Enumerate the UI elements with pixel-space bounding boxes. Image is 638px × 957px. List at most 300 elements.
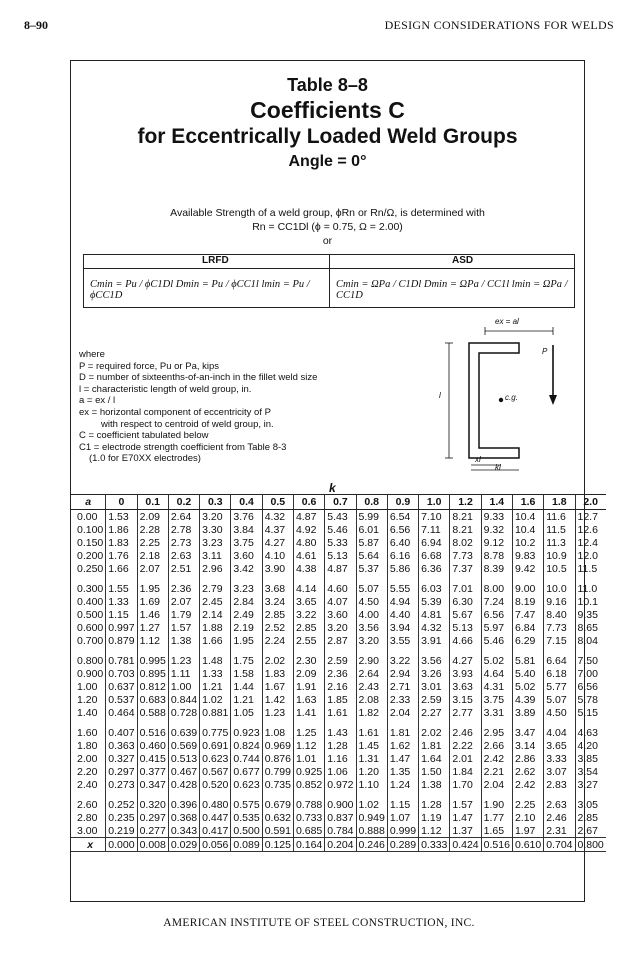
coefficient-cell: 0.623 <box>231 778 262 791</box>
coefficient-cell: 5.13 <box>325 549 356 562</box>
coefficient-cell: 0.273 <box>106 778 137 791</box>
coefficient-cell: 7.24 <box>481 595 512 608</box>
coefficient-cell: 2.59 <box>325 647 356 667</box>
coefficient-cell: 1.95 <box>231 634 262 647</box>
coefficient-cell: 1.66 <box>106 562 137 575</box>
coefficient-cell: 2.59 <box>419 693 450 706</box>
coefficient-cell: 1.21 <box>231 693 262 706</box>
coefficient-cell: 0.569 <box>168 739 199 752</box>
coefficient-cell: 0.347 <box>137 778 168 791</box>
coefficient-cell: 7.73 <box>544 621 575 634</box>
coefficient-cell: 1.12 <box>293 739 324 752</box>
coefficient-cell: 0.900 <box>325 791 356 811</box>
coefficient-cell: 1.06 <box>325 765 356 778</box>
coefficient-cell: 1.01 <box>293 752 324 765</box>
coefficient-cell: 0.876 <box>262 752 293 765</box>
coefficient-cell: 10.2 <box>512 536 543 549</box>
coefficient-cell: 2.84 <box>231 595 262 608</box>
coefficient-cell: 0.949 <box>356 811 387 824</box>
coefficient-cell: 0.623 <box>200 752 231 765</box>
coefficient-cell: 0.691 <box>200 739 231 752</box>
coefficient-cell: 3.20 <box>200 510 231 524</box>
coefficient-cell: 0.637 <box>106 680 137 693</box>
coefficient-cell: 3.93 <box>450 667 481 680</box>
coefficient-cell: 1.69 <box>137 595 168 608</box>
coefficient-cell: 0.320 <box>137 791 168 811</box>
table-row <box>71 752 606 765</box>
coefficient-cell: 1.05 <box>231 706 262 719</box>
coefficient-cell: 6.56 <box>387 523 418 536</box>
weld-diagram-svg <box>409 323 579 473</box>
a-value-cell: 2.60 <box>77 798 98 811</box>
coefficient-cell: 4.61 <box>293 549 324 562</box>
x-value-cell: 0.000 <box>106 838 137 852</box>
x-value-cell: 0.008 <box>137 838 168 852</box>
coefficient-cell: 10.0 <box>544 575 575 595</box>
coefficient-cell: 0.407 <box>106 719 137 739</box>
k-column-header: 2.0 <box>575 495 606 510</box>
asd-formula: Cmin = ΩPa / C1Dl Dmin = ΩPa / CC1l lmin = ΩPa / CC1D <box>336 279 568 301</box>
coefficient-cell: 1.66 <box>200 634 231 647</box>
coefficient-cell: 0.368 <box>168 811 199 824</box>
coefficient-cell: 1.31 <box>356 752 387 765</box>
coefficient-cell: 0.888 <box>356 824 387 838</box>
coefficient-cell: 2.16 <box>325 680 356 693</box>
coefficient-cell: 1.97 <box>512 824 543 838</box>
coefficient-cell: 6.03 <box>419 575 450 595</box>
k-column-header: 1.2 <box>450 495 481 510</box>
coefficient-cell: 5.39 <box>419 595 450 608</box>
coefficient-cell: 1.86 <box>106 523 137 536</box>
table-row <box>71 811 606 824</box>
table-row <box>71 706 606 719</box>
coefficient-cell: 2.51 <box>168 562 199 575</box>
coefficient-cell: 9.83 <box>512 549 543 562</box>
coefficient-cell: 5.55 <box>387 575 418 595</box>
running-header <box>24 18 614 34</box>
table-row <box>71 621 606 634</box>
coefficient-cell: 1.08 <box>262 719 293 739</box>
coefficient-cell: 0.428 <box>168 778 199 791</box>
coefficient-cell: 2.42 <box>512 778 543 791</box>
coefficient-cell: 1.61 <box>325 706 356 719</box>
coefficient-cell: 2.79 <box>200 575 231 595</box>
coefficient-cell: 1.33 <box>200 667 231 680</box>
load-arrow-head <box>549 395 557 405</box>
coefficient-cell: 0.995 <box>137 647 168 667</box>
coefficient-cell: 1.70 <box>450 778 481 791</box>
a-value-cell: 1.80 <box>77 739 98 752</box>
a-value-cell: 0.400 <box>77 595 104 608</box>
coefficient-cell: 2.55 <box>293 634 324 647</box>
centroid-dot <box>499 398 503 402</box>
coefficient-cell: 2.36 <box>325 667 356 680</box>
coefficient-cell: 5.97 <box>481 621 512 634</box>
table-row <box>71 634 606 647</box>
coefficient-cell: 4.50 <box>356 595 387 608</box>
coefficient-cell: 1.23 <box>262 706 293 719</box>
coefficient-cell: 5.43 <box>325 510 356 524</box>
coefficient-cell: 7.37 <box>450 562 481 575</box>
coefficient-cell: 0.925 <box>293 765 324 778</box>
x-value-cell: 0.029 <box>168 838 199 852</box>
a-value-cell: 0.500 <box>77 608 104 621</box>
coefficient-cell: 2.67 <box>575 824 606 838</box>
coefficient-cell: 3.65 <box>293 595 324 608</box>
coefficient-cell: 1.83 <box>262 667 293 680</box>
coefficient-cell: 1.33 <box>106 595 137 608</box>
coefficient-cell: 3.91 <box>419 634 450 647</box>
coefficient-cell: 2.66 <box>481 739 512 752</box>
coefficient-cell: 0.923 <box>231 719 262 739</box>
definition-line: a = ex / l <box>79 395 116 407</box>
coefficient-cell: 0.735 <box>262 778 293 791</box>
coefficient-cell: 2.08 <box>356 693 387 706</box>
coefficient-cell: 1.12 <box>419 824 450 838</box>
coefficient-cell: 8.40 <box>544 608 575 621</box>
coefficient-cell: 2.24 <box>262 634 293 647</box>
coefficient-cell: 0.520 <box>200 778 231 791</box>
coefficient-cell: 6.30 <box>450 595 481 608</box>
k-column-header: 1.6 <box>512 495 543 510</box>
coefficient-cell: 4.64 <box>481 667 512 680</box>
coefficient-cell: 2.73 <box>168 536 199 549</box>
x-value-cell: 0.333 <box>419 838 450 852</box>
table-row <box>71 523 606 536</box>
x-value-cell: 0.125 <box>262 838 293 852</box>
k-column-header: 0.7 <box>325 495 356 510</box>
x-value-cell: 0.289 <box>387 838 418 852</box>
coefficient-cell: 1.45 <box>356 739 387 752</box>
a-value-cell: 0.250 <box>77 562 104 575</box>
intro-line-3: or <box>322 235 333 247</box>
coefficient-cell: 0.679 <box>262 791 293 811</box>
coefficient-cell: 3.20 <box>325 621 356 634</box>
coefficient-cell: 1.81 <box>419 739 450 752</box>
table-body <box>71 510 606 852</box>
x-value-cell: 0.246 <box>356 838 387 852</box>
coefficient-cell: 5.07 <box>356 575 387 595</box>
intro-text <box>71 206 584 248</box>
table-row <box>71 549 606 562</box>
coefficient-cell: 1.90 <box>481 791 512 811</box>
coefficient-cell: 1.85 <box>325 693 356 706</box>
coefficient-cell: 2.14 <box>200 608 231 621</box>
coefficient-cell: 0.575 <box>231 791 262 811</box>
coefficient-cell: 2.64 <box>356 667 387 680</box>
coefficient-cell: 0.588 <box>137 706 168 719</box>
coefficient-cell: 1.88 <box>200 621 231 634</box>
coefficient-cell: 0.999 <box>387 824 418 838</box>
coefficient-cell: 1.67 <box>262 680 293 693</box>
coefficient-cell: 0.537 <box>106 693 137 706</box>
coefficient-cell: 3.31 <box>481 706 512 719</box>
coefficient-cell: 1.95 <box>137 575 168 595</box>
table-row <box>71 739 606 752</box>
coefficient-cell: 6.56 <box>481 608 512 621</box>
coefficient-cell: 1.28 <box>325 739 356 752</box>
a-value-cell: 0.900 <box>77 667 104 680</box>
coefficient-cell: 3.23 <box>200 536 231 549</box>
coefficient-cell: 1.47 <box>387 752 418 765</box>
coefficient-cell: 7.10 <box>419 510 450 524</box>
coefficient-cell: 4.07 <box>325 595 356 608</box>
coefficient-cell: 6.94 <box>419 536 450 549</box>
coefficient-cell: 12.7 <box>575 510 606 524</box>
coefficient-cell: 8.78 <box>481 549 512 562</box>
coefficient-cell: 1.42 <box>262 693 293 706</box>
coefficient-cell: 0.297 <box>137 811 168 824</box>
coefficient-cell: 3.22 <box>387 647 418 667</box>
coefficient-cell: 1.44 <box>231 680 262 693</box>
coefficient-cell: 11.5 <box>575 562 606 575</box>
coefficient-cell: 1.77 <box>481 811 512 824</box>
coefficient-cell: 12.6 <box>575 523 606 536</box>
coefficient-cell: 0.513 <box>168 752 199 765</box>
coefficient-cell: 3.23 <box>231 575 262 595</box>
coefficient-cell: 6.01 <box>356 523 387 536</box>
k-column-header: 0.9 <box>387 495 418 510</box>
coefficient-cell: 4.60 <box>325 575 356 595</box>
design-method-box <box>83 254 575 308</box>
coefficient-cell: 4.40 <box>387 608 418 621</box>
coefficient-cell: 0.788 <box>293 791 324 811</box>
a-value-cell: 2.40 <box>77 778 98 791</box>
a-value-cell: 0.100 <box>77 523 104 536</box>
lrfd-formula: Cmin = Pu / ϕC1Dl Dmin = Pu / ϕCC1l lmin = Pu / ϕCC1D <box>90 279 310 301</box>
x-value-cell: 0.424 <box>450 838 481 852</box>
coefficient-cell: 4.32 <box>419 621 450 634</box>
coefficient-cell: 7.73 <box>450 549 481 562</box>
coefficient-cell: 1.24 <box>387 778 418 791</box>
coefficient-cell: 2.63 <box>544 791 575 811</box>
k-column-header: 0.4 <box>231 495 262 510</box>
coefficient-cell: 2.07 <box>168 595 199 608</box>
coefficient-cell: 0.363 <box>106 739 137 752</box>
a-value-cell: 2.00 <box>77 752 98 765</box>
coefficient-cell: 3.90 <box>262 562 293 575</box>
coefficient-cell: 7.15 <box>544 634 575 647</box>
coefficient-cell: 2.21 <box>481 765 512 778</box>
coefficient-cell: 1.19 <box>419 811 450 824</box>
coefficient-cell: 1.63 <box>293 693 324 706</box>
coefficient-cell: 9.42 <box>512 562 543 575</box>
intro-line-1: Available Strength of a weld group, ϕRn or Rn/Ω, is determined with <box>170 207 485 219</box>
coefficient-cell: 1.00 <box>168 680 199 693</box>
coefficient-cell: 0.744 <box>231 752 262 765</box>
coefficient-cell: 3.56 <box>419 647 450 667</box>
coefficient-cell: 1.76 <box>106 549 137 562</box>
coefficient-cell: 0.464 <box>106 706 137 719</box>
coefficient-cell: 1.37 <box>450 824 481 838</box>
coefficient-cell: 2.07 <box>137 562 168 575</box>
coefficient-cell: 8.19 <box>512 595 543 608</box>
coefficient-cell: 2.87 <box>325 634 356 647</box>
coefficient-cell: 2.46 <box>450 719 481 739</box>
definition-line: ex = horizontal component of eccentricity of P <box>79 406 271 418</box>
coefficient-cell: 0.417 <box>200 824 231 838</box>
coefficient-cell: 5.86 <box>387 562 418 575</box>
coefficient-cell: 3.75 <box>481 693 512 706</box>
coefficient-cell: 0.837 <box>325 811 356 824</box>
coefficient-cell: 8.21 <box>450 523 481 536</box>
coefficient-cell: 1.38 <box>419 778 450 791</box>
table-row <box>71 595 606 608</box>
coefficient-cell: 5.15 <box>575 706 606 719</box>
coefficient-cell: 5.13 <box>450 621 481 634</box>
coefficient-cell: 4.87 <box>293 510 324 524</box>
coefficient-cell: 8.39 <box>481 562 512 575</box>
coefficient-cell: 0.781 <box>106 647 137 667</box>
coefficient-cell: 2.25 <box>512 791 543 811</box>
a-value-cell: 0.700 <box>77 634 104 647</box>
coefficient-cell: 0.895 <box>137 667 168 680</box>
a-column-header: a <box>71 495 106 510</box>
coefficient-cell: 1.43 <box>325 719 356 739</box>
coefficient-cell: 3.26 <box>419 667 450 680</box>
coefficient-cell: 0.327 <box>106 752 137 765</box>
coefficient-cell: 1.48 <box>200 647 231 667</box>
table-row <box>71 608 606 621</box>
definition-line: where <box>79 349 105 360</box>
coefficient-cell: 3.22 <box>293 608 324 621</box>
coefficient-cell: 0.500 <box>231 824 262 838</box>
table-row <box>71 791 606 811</box>
coefficient-cell: 2.25 <box>137 536 168 549</box>
coefficient-cell: 1.61 <box>356 719 387 739</box>
coefficient-cell: 1.10 <box>356 778 387 791</box>
method-divider-v <box>329 255 330 307</box>
coefficient-cell: 0.784 <box>325 824 356 838</box>
coefficient-cell: 3.47 <box>512 719 543 739</box>
coefficient-cell: 4.20 <box>575 739 606 752</box>
table-row <box>71 719 606 739</box>
k-column-header: 1.8 <box>544 495 575 510</box>
table-row <box>71 824 606 838</box>
coefficient-cell: 5.46 <box>481 634 512 647</box>
a-value-cell: 0.800 <box>77 654 104 667</box>
coefficient-table <box>71 494 606 852</box>
coefficient-cell: 2.02 <box>419 719 450 739</box>
table-row <box>71 575 606 595</box>
coefficient-cell: 8.02 <box>450 536 481 549</box>
coefficient-cell: 3.89 <box>512 706 543 719</box>
coefficient-cell: 2.18 <box>137 549 168 562</box>
coefficient-cell: 5.46 <box>325 523 356 536</box>
a-value-cell: 0.00 <box>77 510 98 523</box>
coefficient-cell: 6.40 <box>387 536 418 549</box>
coefficient-cell: 2.85 <box>262 608 293 621</box>
coefficient-cell: 5.78 <box>575 693 606 706</box>
k-column-header: 1.4 <box>481 495 512 510</box>
coefficient-cell: 5.40 <box>512 667 543 680</box>
table-row <box>71 765 606 778</box>
coefficient-cell: 12.4 <box>575 536 606 549</box>
coefficient-cell: 1.64 <box>419 752 450 765</box>
coefficient-cell: 1.12 <box>137 634 168 647</box>
x-row-label: x <box>71 838 106 852</box>
coefficient-cell: 3.30 <box>200 523 231 536</box>
coefficient-cell: 4.50 <box>544 706 575 719</box>
coefficient-cell: 2.83 <box>544 778 575 791</box>
coefficient-cell: 1.65 <box>481 824 512 838</box>
coefficient-cell: 0.852 <box>293 778 324 791</box>
coefficient-cell: 1.75 <box>231 647 262 667</box>
coefficient-cell: 5.02 <box>481 647 512 667</box>
coefficient-cell: 9.32 <box>481 523 512 536</box>
k-column-header: 1.0 <box>419 495 450 510</box>
coefficient-cell: 1.46 <box>137 608 168 621</box>
coefficient-cell: 12.0 <box>575 549 606 562</box>
coefficient-cell: 5.07 <box>544 693 575 706</box>
coefficient-cell: 3.94 <box>387 621 418 634</box>
coefficient-cell: 0.235 <box>106 811 137 824</box>
coefficient-cell: 0.396 <box>168 791 199 811</box>
coefficient-cell: 6.29 <box>512 634 543 647</box>
coefficient-cell: 1.84 <box>450 765 481 778</box>
coefficient-cell: 3.33 <box>544 752 575 765</box>
definitions <box>79 349 409 465</box>
coefficient-cell: 5.33 <box>325 536 356 549</box>
a-value-cell: 0.600 <box>77 621 104 634</box>
page-number: 8–90 <box>24 18 48 32</box>
xl-label: xl <box>475 455 481 464</box>
coefficient-cell: 7.47 <box>512 608 543 621</box>
coefficient-cell: 1.38 <box>168 634 199 647</box>
coefficient-cell: 1.91 <box>293 680 324 693</box>
coefficient-cell: 7.11 <box>419 523 450 536</box>
coefficient-cell: 0.972 <box>325 778 356 791</box>
footer: AMERICAN INSTITUTE OF STEEL CONSTRUCTION, INC. <box>163 917 475 929</box>
coefficient-cell: 0.567 <box>200 765 231 778</box>
coefficient-cell: 2.62 <box>512 765 543 778</box>
coefficient-cell: 4.38 <box>293 562 324 575</box>
coefficient-cell: 0.516 <box>137 719 168 739</box>
coefficient-cell: 1.28 <box>419 791 450 811</box>
a-value-cell: 1.00 <box>77 680 98 693</box>
coefficient-cell: 1.55 <box>106 575 137 595</box>
x-value-cell: 0.516 <box>481 838 512 852</box>
coefficient-cell: 6.68 <box>419 549 450 562</box>
coefficient-cell: 5.64 <box>356 549 387 562</box>
coefficient-cell: 9.16 <box>544 595 575 608</box>
coefficient-cell: 1.83 <box>106 536 137 549</box>
coefficient-cell: 0.447 <box>200 811 231 824</box>
coefficient-cell: 8.21 <box>450 510 481 524</box>
coefficient-cell: 0.824 <box>231 739 262 752</box>
coefficient-cell: 1.15 <box>387 791 418 811</box>
coefficient-cell: 2.46 <box>544 811 575 824</box>
coefficient-cell: 11.0 <box>575 575 606 595</box>
coefficient-cell: 0.591 <box>262 824 293 838</box>
coefficient-cell: 0.480 <box>200 791 231 811</box>
coefficient-cell: 4.27 <box>450 647 481 667</box>
coefficient-cell: 1.35 <box>387 765 418 778</box>
coefficient-cell: 2.85 <box>293 621 324 634</box>
definition-line: (1.0 for E70XX electrodes) <box>89 453 201 465</box>
lrfd-header: LRFD <box>202 255 229 266</box>
coefficient-cell: 1.62 <box>387 739 418 752</box>
coefficient-cell: 0.812 <box>137 680 168 693</box>
coefficient-cell: 9.12 <box>481 536 512 549</box>
coefficient-cell: 2.94 <box>387 667 418 680</box>
table-frame <box>70 60 604 902</box>
coefficient-cell: 4.04 <box>544 719 575 739</box>
coefficient-cell: 2.52 <box>262 621 293 634</box>
coefficient-cell: 2.33 <box>387 693 418 706</box>
coefficient-cell: 0.844 <box>168 693 199 706</box>
x-value-cell: 0.610 <box>512 838 543 852</box>
